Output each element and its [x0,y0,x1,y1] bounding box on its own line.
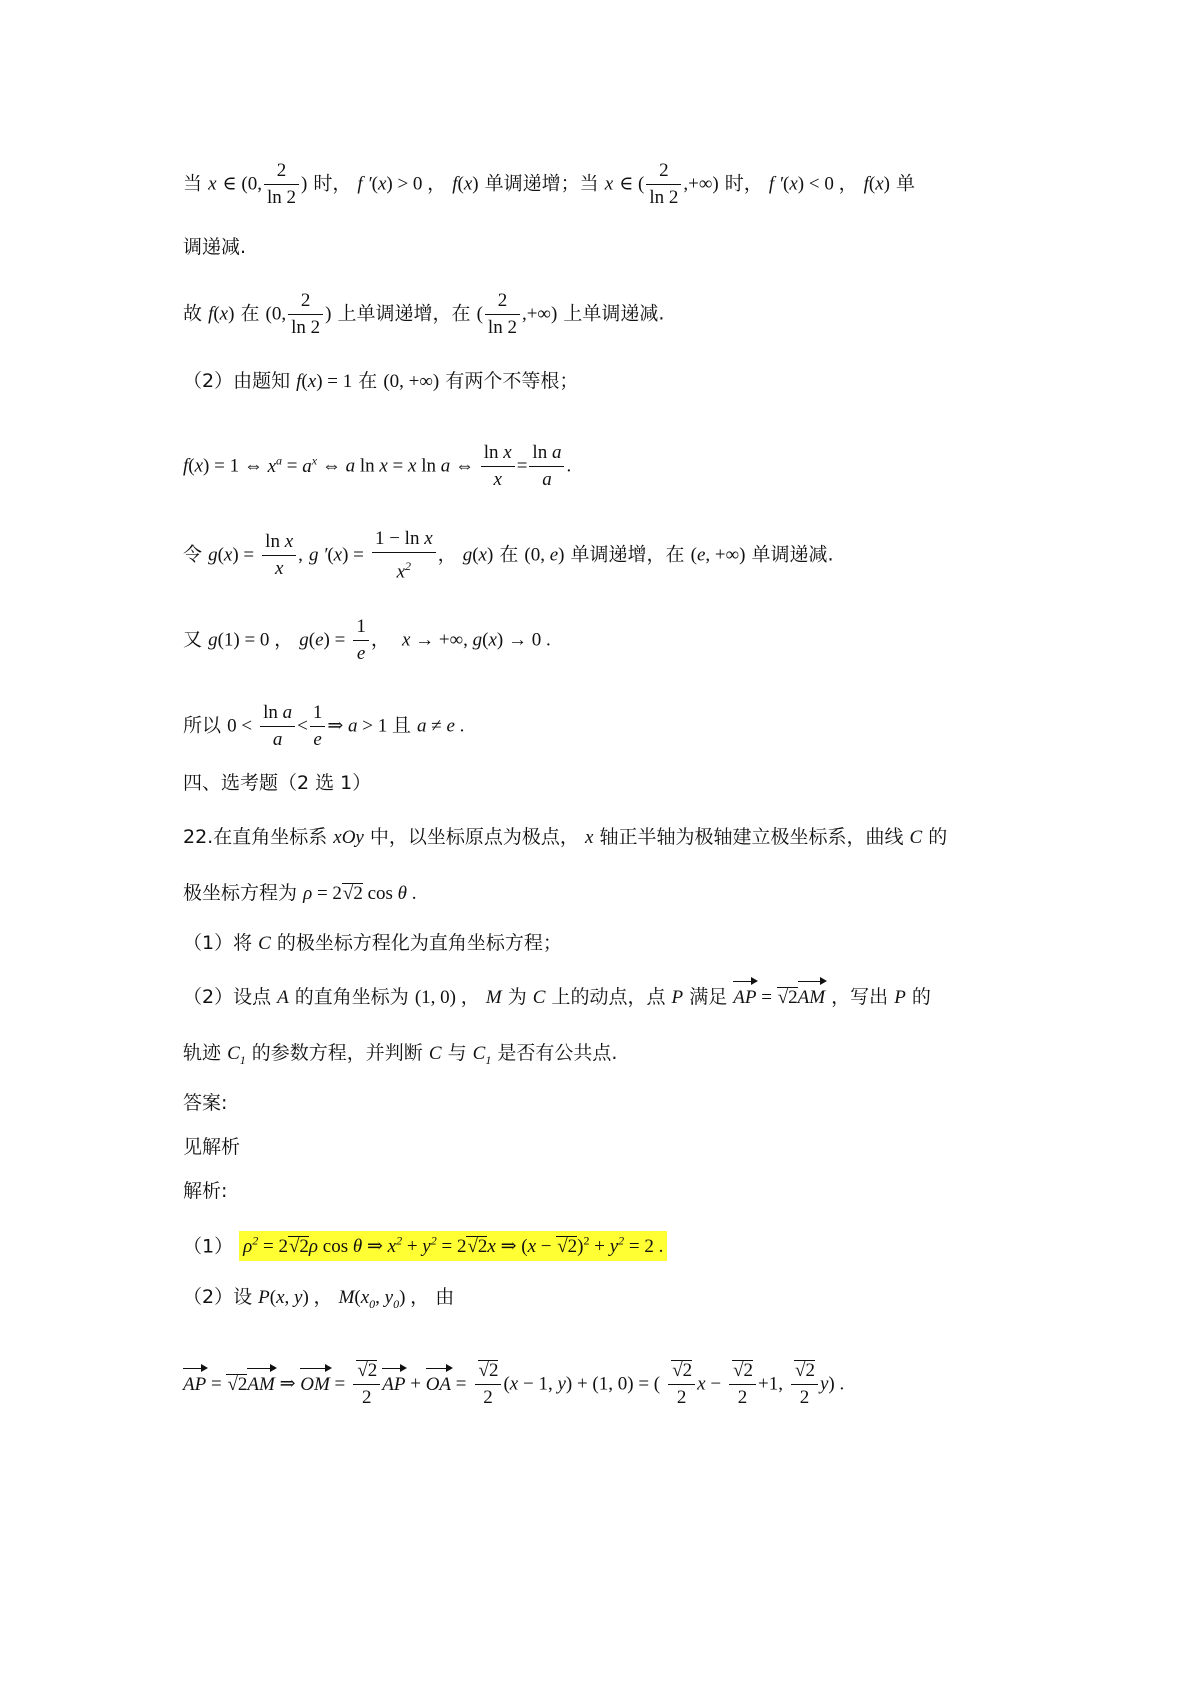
text-line-monotonic: 当 x ∈ (0, $\frac{2}{\ln 2}$ ) 时， f ′(x) > 0 ， f(x) 单调递增；当 x ∈ ( $\frac{2}{\ln 2}$ ,+∞) 时， f ′(x) < 0 ， f(x) 单 [183,160,916,208]
text-line-part2: （2）由题知 f(x) = 1 在 (0, +∞) 有两个不等根； [183,370,579,392]
text-line-conclusion2: 所以 0 < $\frac{\text{ln a}}{a}$ < $\frac{1}{e}$ ⇒ a > 1 且 a ≠ e . [183,702,465,750]
answer-label: 答案: [183,1092,228,1114]
text-line-conclusion: 故 f(x) 在 (0, $\frac{2}{\ln 2}$ ) 上单调递增，在 ( $\frac{2}{\ln 2}$ ,+∞) 上单调递减. [183,290,665,338]
answer-value: 见解析 [183,1136,241,1158]
text-line-g-values: 又 g(1) = 0 ， g(e) = $\frac{1}{e}$ ， x → +∞, g(x) → 0 . [183,616,551,664]
solution-label: 解析: [183,1180,228,1202]
question-22: 22.在直角坐标系 xOy 中，以坐标原点为极点， x 轴正半轴为极轴建立极坐标系，曲线 C 的 [183,826,948,848]
question-22-part2-cont: 轨迹 $C_1$ 的参数方程，并判断 C 与 $C_1$ 是否有公共点. [183,1042,618,1067]
text-line: 调递减. [183,236,247,258]
solution-vector-equation: AP = √2AM ⇒ OM = $\frac{√2}{2}$ AP + OA = $\frac{√2}{2}$ (x − 1, y) + (1, 0) = ( $\frac{√2}{2}$ x − $\frac{√2}{2}$ +1, $\frac{√2}{2}$ y) . [183,1360,845,1408]
solution-part2: （2）设 P(x, y) ， $M(x_0$, $y_0$) ， 由 [183,1286,455,1311]
question-22-part2: （2）设点 A 的直角坐标为 (1, 0) ， M 为 C 上的动点，点 P 满足 AP = √2AM ，写出 P 的 [183,982,1040,1013]
question-22-equation: 极坐标方程为 ρ = 2√2 cos θ . [183,882,417,904]
text-line-define-g: 令 g(x) = $\frac{\text{ln x}}{x}$ , g ′(x) = $\frac{\text{1 − ln x}}{x^2}$ ， g(x) 在 (0, e) 单调递增，在 (e, +∞) 单调递减. [183,528,834,583]
question-22-part1: （1）将 C 的极坐标方程化为直角坐标方程； [183,932,562,954]
section-heading: 四、选考题（2 选 1） [183,772,372,794]
equation-equivalence: f(x) = 1 ⇔ $x^a = a^x$ ⇔ a ln x = x ln a ⇔ $\frac{\text{ln x}}{x}$ = $\frac{\text{ln a}}{a}$ . [183,442,572,490]
solution-part1: （1） $\rho^2 = 2√2\rho$ cos θ ⇒ $x^2 + y^2 = 2√2x$ ⇒ $(x - √2)^2 + y^2 = 2$ . [183,1226,1040,1262]
highlighted-equation: $\rho^2 = 2√2\rho$ cos θ ⇒ $x^2 + y^2 = 2√2x$ ⇒ $(x - √2)^2 + y^2 = 2$ . [239,1231,667,1261]
